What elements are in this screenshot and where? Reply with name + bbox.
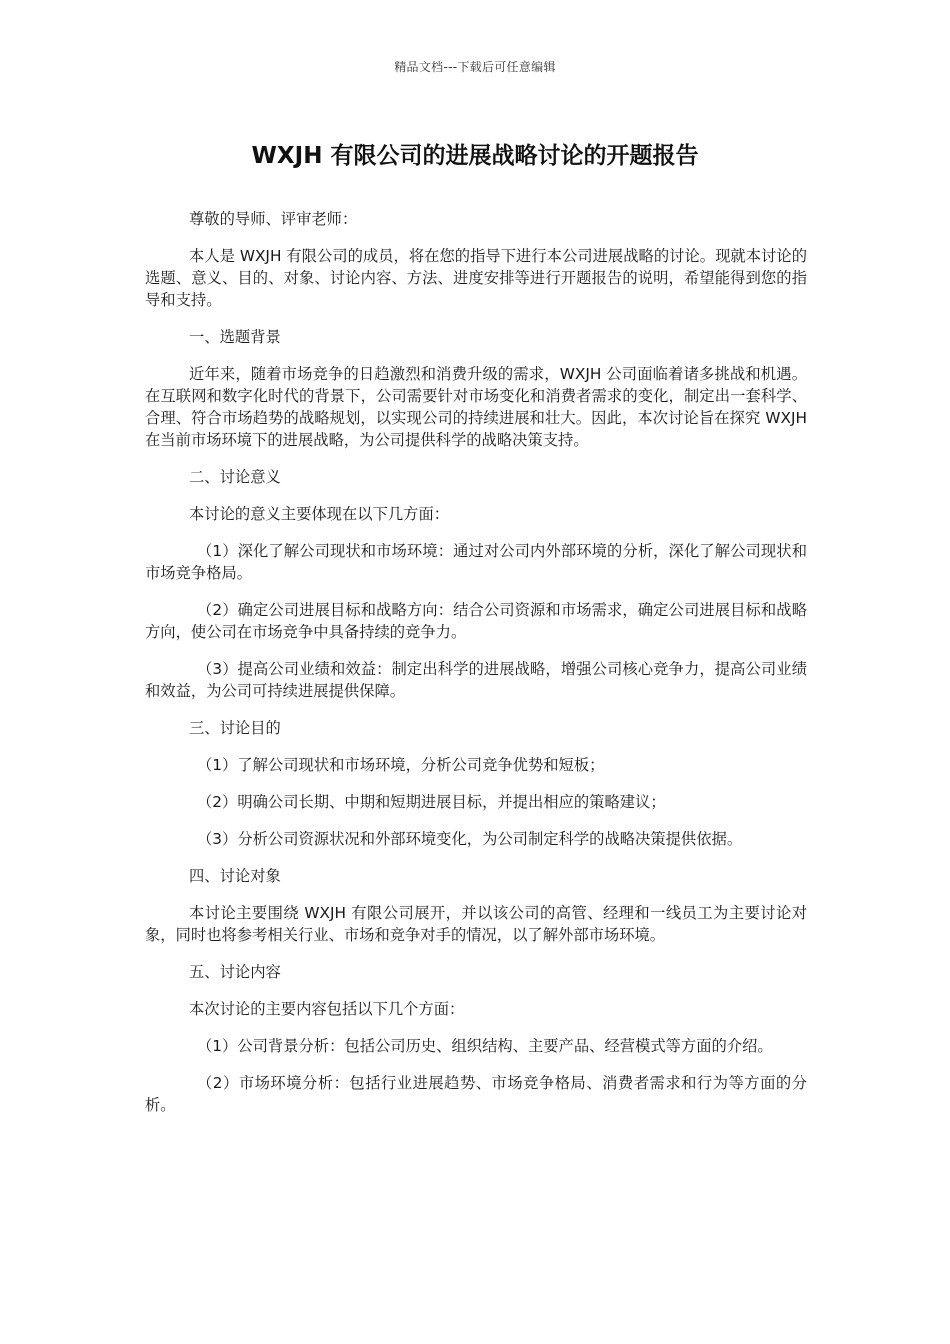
list-item: （2）市场环境分析：包括行业进展趋势、市场竞争格局、消费者需求和行为等方面的分析。 xyxy=(145,1074,807,1114)
body-paragraph: 本讨论主要围绕 WXJH 有限公司展开，并以该公司的高管、经理和一线员工为主要讨论对象，同时也将参考相关行业、市场和竞争对手的情况，以了解外部市场环境。 xyxy=(145,904,807,944)
list-item: （2）确定公司进展目标和战略方向：结合公司资源和市场需求，确定公司进展目标和战略方向，使公司在市场竞争中具备持续的竞争力。 xyxy=(145,601,807,641)
section-heading: 五、讨论内容 xyxy=(189,963,281,981)
body-paragraph: 近年来，随着市场竞争的日趋激烈和消费升级的需求，WXJH 公司面临着诸多挑战和机遇。在互联网和数字化时代的背景下，公司需要针对市场变化和消费者需求的变化，制定出一套科学、合理、符合市场趋势的战略规划，以实现公司的持续进展和壮大。因此，本次讨论旨在探究 WXJH 在当前市场环境下的进展战略，为公司提供科学的战略决策支持。 xyxy=(145,365,807,449)
section-heading: 三、讨论目的 xyxy=(189,719,281,737)
document-title: WXJH 有限公司的进展战略讨论的开题报告 xyxy=(251,143,699,169)
header-note: 精品文档---下载后可任意编辑 xyxy=(394,60,556,74)
document-body xyxy=(145,208,807,1131)
list-item: （1）公司背景分析：包括公司历史、组织结构、主要产品、经营模式等方面的介绍。 xyxy=(197,1037,773,1055)
section-heading: 二、讨论意义 xyxy=(189,468,281,486)
body-paragraph: 本次讨论的主要内容包括以下几个方面： xyxy=(189,1000,465,1018)
body-paragraph: 本讨论的意义主要体现在以下几方面： xyxy=(189,505,450,523)
salutation: 尊敬的导师、评审老师： xyxy=(189,210,358,228)
section-heading: 四、讨论对象 xyxy=(189,867,281,885)
list-item: （1）了解公司现状和市场环境，分析公司竞争优势和短板； xyxy=(197,756,605,774)
section-heading: 一、选题背景 xyxy=(189,328,281,346)
list-item: （2）明确公司长期、中期和短期进展目标，并提出相应的策略建议； xyxy=(197,793,666,811)
list-item: （3）分析公司资源状况和外部环境变化，为公司制定科学的战略决策提供依据。 xyxy=(197,830,743,848)
list-item: （1）深化了解公司现状和市场环境：通过对公司内外部环境的分析，深化了解公司现状和市场竞争格局。 xyxy=(145,542,807,582)
intro-paragraph: 本人是 WXJH 有限公司的成员，将在您的指导下进行本公司进展战略的讨论。现就本讨论的选题、意义、目的、对象、讨论内容、方法、进度安排等进行开题报告的说明，希望能得到您的指导和支持。 xyxy=(145,247,807,309)
list-item: （3）提高公司业绩和效益：制定出科学的进展战略，增强公司核心竞争力，提高公司业绩和效益，为公司可持续进展提供保障。 xyxy=(145,660,807,700)
